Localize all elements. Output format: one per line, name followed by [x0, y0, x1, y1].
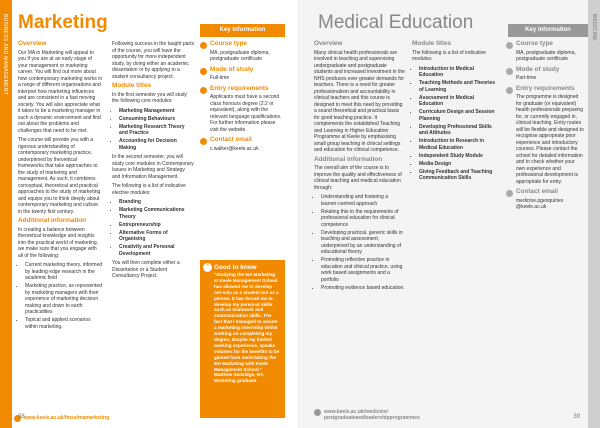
- overview-paragraph: Many clinical health professionals are involved in teaching and supervising undergraduate and postgraduate students and increased investment in the NHS produces ever greater demands for teachers. There is a need for greater professionalism and accountability in clinical teachers and this course is designed to meet this need by providing a sound theoretical and practical basis for good teaching practice. It complements the established Teaching and Learning in Higher Education Programme at Keele by emphasising small group teaching in clinical settings and education for clinical competence.: [314, 49, 405, 153]
- entry-requirements-block: [200, 86, 285, 134]
- module-titles-heading: Module titles: [112, 82, 152, 89]
- list-item: • Relating this to the requirements of professional education for clinical competence: [321, 209, 406, 229]
- course-type-heading: Course type: [516, 40, 553, 47]
- list-item: • Introduction to Research in Medical Education: [419, 138, 498, 151]
- list-item: • Marketing Communications Theory: [119, 207, 194, 220]
- contact-email-block: [200, 137, 285, 152]
- page-number: 38: [18, 414, 25, 420]
- key-information-label: Key information: [508, 24, 588, 37]
- right-vertical-tab: [588, 0, 600, 428]
- list-item: • Curriculum Design and Session Planning: [419, 109, 498, 122]
- list-item: • Media Design: [419, 161, 498, 168]
- testimonial-text: "Studying the MA Marketing at Keele Management School has allowed me to develop not only as a student but as a person. It has forced me to develop my personal skills such as teamwork and communication skills. The fact that I managed to secure a marketing internship whilst working on completing my degree, despite my limited working experience, speaks volumes for the benefits to be gained from undertaking the MA Marketing with Keele Management School." Matthew Sedeldge, MA Marketing graduate: [214, 272, 280, 384]
- list-item: • Branding: [119, 199, 194, 206]
- course-type-heading: Course type: [210, 40, 247, 47]
- independent-study-paragraph: Following success in the taught parts of the course, you will have the opportunity for more independent study, by doing either an academic dissertation or by applying to a student consultancy project.: [112, 41, 194, 80]
- entry-requirements-value: The programme is designed for graduate (or equivalent) health professionals preparing for, or currently engaged in, clinical teaching. Entry routes will be flexible and designed to recognise appropriate prior experience and introductory courses. Please contact the school for detailed information and to check whether your own experience and professional development is appropriate for entry.: [516, 94, 584, 185]
- list-item: • Assessment in Medical Education: [419, 95, 498, 108]
- additional-info-heading: Additional information: [314, 155, 383, 163]
- additional-info-paragraph: The overall aim of the course is to improve the quality and effectiveness of clinical teaching and medical education through:: [314, 165, 402, 191]
- overview-paragraph: The course will provide you with a rigorous understanding of contemporary marketing practice, underpinned by theoretical frameworks that take approaches to the study of marketing and management. As such, it combines conceptual, theoretical and practical approaches to the study of marketing and equips you to think deeply about contemporary marketing and culture in the twenty first century.: [18, 137, 101, 215]
- list-item: • Understanding and fostering a learner-centred approach: [321, 194, 406, 207]
- course-url-link[interactable]: www.keele.ac.uk/fmss/mamarketing: [24, 415, 110, 421]
- entry-requirements-heading: Entry requirements: [516, 84, 575, 92]
- course-type-value: MA, postgraduate diploma, postgraduate certificate: [210, 49, 270, 62]
- left-key-info-column: [200, 41, 285, 156]
- additional-info-list: [18, 262, 103, 330]
- course-url-link[interactable]: [324, 409, 420, 421]
- right-column-2: [412, 41, 498, 185]
- list-item: • Promoting reflective practice in education and clinical practice, using work based assignments and a portfolio: [321, 257, 406, 283]
- page-number: 39: [573, 414, 580, 420]
- module-titles-heading: Module titles: [412, 40, 452, 47]
- modules-list: [412, 66, 498, 182]
- list-item: • Accounting for Decision Making: [119, 138, 194, 151]
- page-title-medical-education: Medical Education: [318, 12, 474, 33]
- second-semester-paragraph: In the second semester, you will study core modules in Contemporary Issues in Marketing and Strategy and Information Management.: [112, 154, 194, 180]
- good-to-know-box: [200, 260, 285, 418]
- contact-email-link[interactable]: medicine.pgenquiries @keele.ac.uk: [516, 197, 564, 210]
- course-url-line-2: postgraduateandleadershipprogrammes: [324, 415, 420, 421]
- list-item: • Developing practical, generic skills in teaching and assessment, underpinned by an understanding of educational theory: [321, 230, 406, 256]
- mode-of-study-value: Full-time: [210, 75, 230, 81]
- good-to-know-heading: Good to know: [214, 264, 257, 271]
- mode-of-study-icon: [506, 68, 513, 75]
- list-item: • Creativity and Personal Development: [119, 244, 194, 257]
- core-modules-list: [112, 108, 194, 152]
- course-type-icon: [200, 42, 207, 49]
- list-item: • Topical and applied scenarios within marketing.: [25, 317, 103, 330]
- mode-of-study-block: [506, 67, 584, 82]
- contact-email-heading: Contact email: [516, 188, 558, 195]
- right-vertical-tab-label: MEDICINE: [591, 14, 597, 41]
- key-information-label: Key information: [200, 24, 285, 37]
- mode-of-study-block: [200, 67, 285, 82]
- elective-intro: The following is a list of indicative elective modules:: [112, 183, 186, 196]
- list-item: • Introduction to Medical Education: [419, 66, 498, 79]
- entry-requirements-value: Applicants must have a second class honours degree (2:2 or equivalent), along with the relevant language qualifications. For further information please visit the website.: [210, 94, 282, 133]
- mode-of-study-icon: [200, 68, 207, 75]
- additional-info-paragraph: In creating a balance between theoretical knowledge and insights into the practical world of marketing, we make sure that you engage with all of the following:: [18, 226, 99, 259]
- overview-heading: Overview: [314, 40, 343, 47]
- email-icon: [200, 138, 207, 145]
- course-url-line-1: www.keele.ac.uk/medicine/: [324, 409, 389, 415]
- module-intro: In the first semester you will study the following core modules:: [112, 91, 188, 104]
- list-item: • Current marketing theory, informed by leading edge research in the academic field: [25, 262, 103, 282]
- right-footer: [314, 406, 494, 428]
- left-vertical-tab: [0, 0, 12, 428]
- overview-heading: Overview: [18, 40, 47, 47]
- module-intro: The following is a list of indicative modules:: [412, 49, 486, 62]
- contact-email-link[interactable]: c.walker@keele.ac.uk: [210, 145, 259, 152]
- mode-of-study-heading: Mode of study: [516, 65, 560, 73]
- right-page: [300, 0, 600, 428]
- mode-of-study-value: Part-time: [516, 75, 537, 81]
- page-title-marketing: Marketing: [18, 12, 108, 33]
- list-item: • Entrepreneurship: [119, 222, 194, 229]
- list-item: • Independent Study Module: [419, 153, 498, 160]
- list-item: • Marketing Research Theory and Practice: [119, 124, 194, 137]
- mode-of-study-heading: Mode of study: [210, 65, 254, 73]
- list-item: • Teaching Methods and Theories of Learning: [419, 80, 498, 93]
- list-item: • Alternative Forms of Organising: [119, 230, 194, 243]
- list-item: • Promoting evidence based education.: [321, 285, 406, 292]
- left-column-2: [112, 41, 194, 283]
- right-column-1: [314, 41, 406, 294]
- list-item: • Developing Professional Skills and Attitudes: [419, 124, 498, 137]
- entry-requirements-block: [506, 86, 584, 186]
- course-type-value: MA, postgraduate diploma, postgraduate certificate: [516, 49, 576, 62]
- course-type-block: [200, 41, 285, 63]
- additional-info-list: [314, 194, 406, 291]
- contact-email-heading: Contact email: [210, 136, 252, 143]
- list-item: • Giving Feedback and Teaching Communication Skills: [419, 169, 498, 182]
- list-item: • Marketing Management: [119, 108, 194, 115]
- list-item: • Consuming Behaviours: [119, 116, 194, 123]
- additional-info-heading: Additional information: [18, 217, 87, 224]
- left-footer: [14, 412, 184, 428]
- left-column-1: [18, 41, 103, 333]
- email-icon: [506, 190, 513, 197]
- entry-requirements-heading: Entry requirements: [210, 84, 269, 92]
- right-key-info-column: [506, 41, 584, 215]
- contact-email-block: [506, 189, 584, 211]
- entry-requirements-icon: [506, 87, 513, 94]
- final-paragraph: You will then complete either a Dissertation or a Student Consultancy Project.: [112, 260, 180, 279]
- course-type-icon: [506, 42, 513, 49]
- entry-requirements-icon: [200, 87, 207, 94]
- web-icon: [314, 409, 321, 416]
- list-item: • Marketing practice, as represented by marketing managers with their experience of marketing decision making and down to earth practicalities: [25, 283, 103, 316]
- left-vertical-tab-label: BUSINESS AND MANAGEMENT: [2, 14, 8, 96]
- overview-paragraph: Our MA in Marketing will appeal to you if you are at an early stage of your management or marketing career. You will find out more about how contemporary marketing works in a range of different organisations and interpret how marketing influences and are consistent in a fast moving society. You will also appreciate what it takes to be a marketing manager in such a dynamic environment and find out about the problems and challenges that need to be met.: [18, 49, 103, 134]
- elective-modules-list: [112, 199, 194, 257]
- course-type-block: [506, 41, 584, 63]
- quote-icon: “: [203, 263, 212, 272]
